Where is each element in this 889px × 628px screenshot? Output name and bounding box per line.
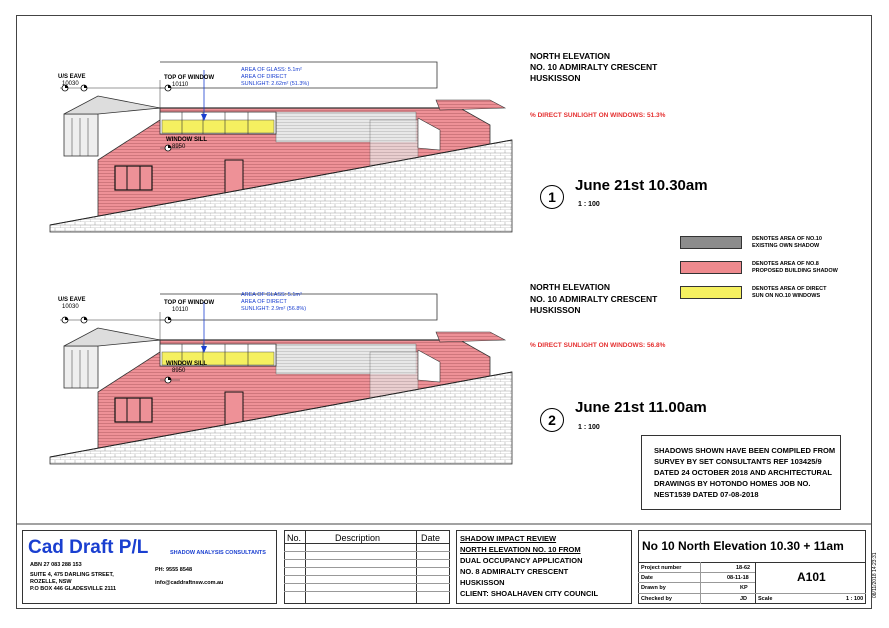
elevation-1 [50, 62, 512, 232]
company-tagline: SHADOW ANALYSIS CONSULTANTS [170, 550, 266, 556]
sunlight-2: SUNLIGHT: 2.9m² (56.8%) [241, 306, 307, 312]
legend-swatch-own-shadow [680, 236, 742, 249]
glass-area-1: AREA OF GLASS: 5.1m² [241, 67, 302, 73]
legend-swatch-building-shadow [680, 261, 742, 274]
date-time-2: June 21st 11.00am [575, 399, 707, 416]
scale-value: 1 : 100 [846, 596, 864, 602]
window-sill-value-1: 8950 [172, 144, 186, 150]
project-line: NO. 8 ADMIRALTY CRESCENT [460, 567, 569, 576]
view-number-1: 1 [540, 185, 564, 209]
company-name: Cad Draft P/L [28, 537, 149, 558]
note-line: NEST1539 DATED 07-08-2018 [654, 490, 759, 499]
eave-value-2: 10030 [62, 304, 79, 310]
note-line: DRAWINGS BY HOTONDO HOMES JOB NO. [654, 479, 811, 488]
rev-no-header: No. [287, 533, 302, 543]
legend-text-3b: SUN ON NO.10 WINDOWS [752, 293, 821, 299]
project-line: SHADOW IMPACT REVIEW [460, 534, 557, 543]
project-line: HUSKISSON [460, 578, 505, 587]
eave-value-1: 10030 [62, 81, 79, 87]
address-line: P.O BOX 446 GLADESVILLE 2111 [30, 586, 117, 592]
rev-desc-header: Description [335, 533, 381, 543]
company-abn: ABN 27 083 288 153 [30, 562, 82, 568]
scale-label: Scale [758, 596, 773, 602]
top-window-value-2: 10110 [172, 307, 189, 313]
top-window-label-2: TOP OF WINDOW [164, 300, 215, 306]
date-label: Date [641, 575, 653, 581]
project-line: CLIENT: SHOALHAVEN CITY COUNCIL [460, 589, 599, 598]
checked-by-value: JD [740, 596, 748, 602]
company-email: info@caddraftnsw.com.au [155, 580, 224, 586]
sunlight-1: SUNLIGHT: 2.62m² (51.3%) [241, 81, 310, 87]
note-line: DATED 24 OCTOBER 2018 AND ARCHITECTURAL [654, 468, 832, 477]
eave-label-2: U/S EAVE [58, 297, 86, 303]
direct-label-1: AREA OF DIRECT [241, 74, 287, 80]
heading-2-line2: NO. 10 ADMIRALTY CRESCENT [530, 294, 658, 304]
heading-1-line2: NO. 10 ADMIRALTY CRESCENT [530, 62, 658, 72]
glass-area-2: AREA OF GLASS: 5.1m² [241, 292, 302, 298]
drawn-by-label: Drawn by [641, 585, 666, 591]
legend-swatch-direct-sun [680, 286, 742, 299]
view-number-2: 2 [540, 408, 564, 432]
legend-text-2b: PROPOSED BUILDING SHADOW [752, 268, 838, 274]
window-sill-value-2: 8950 [172, 368, 186, 374]
heading-2-line3: HUSKISSON [530, 305, 581, 315]
checked-by-label: Checked by [641, 596, 672, 602]
heading-1-line1: NORTH ELEVATION [530, 51, 610, 61]
drawn-by-value: KP [740, 585, 748, 591]
sheet-title: No 10 North Elevation 10.30 + 11am [642, 539, 844, 553]
percent-sunlight-1: % DIRECT SUNLIGHT ON WINDOWS: 51.3% [530, 112, 666, 119]
project-number-label: Project number [641, 565, 682, 571]
heading-1-line3: HUSKISSON [530, 73, 581, 83]
top-window-value-1: 10110 [172, 82, 189, 88]
note-line: SHADOWS SHOWN HAVE BEEN COMPILED FROM [654, 446, 836, 455]
scale-1: 1 : 100 [578, 201, 600, 208]
direct-label-2: AREA OF DIRECT [241, 299, 287, 305]
legend-text-1b: EXISTING OWN SHADOW [752, 243, 820, 249]
eave-label-1: U/S EAVE [58, 74, 86, 80]
elevation-2 [50, 294, 512, 464]
scale-2: 1 : 100 [578, 424, 600, 431]
project-number: 18-62 [736, 565, 751, 571]
date-time-1: June 21st 10.30am [575, 177, 708, 194]
legend-text-1a: DENOTES AREA OF NO.10 [752, 236, 822, 242]
project-line: NORTH ELEVATION NO. 10 FROM [460, 545, 581, 554]
window-sill-label-2: WINDOW SILL [166, 361, 207, 367]
rev-date-header: Date [421, 533, 441, 543]
side-stamp: 08/11/2018 14:23:31 [872, 552, 878, 598]
heading-2-line1: NORTH ELEVATION [530, 282, 610, 292]
legend-text-2a: DENOTES AREA OF NO.8 [752, 261, 819, 267]
address-line: SUITE 4, 475 DARLING STREET, [30, 572, 114, 578]
legend-text-3a: DENOTES AREA OF DIRECT [752, 286, 827, 292]
window-sill-label-1: WINDOW SILL [166, 137, 207, 143]
address-line: ROZELLE, NSW [30, 579, 72, 585]
percent-sunlight-2: % DIRECT SUNLIGHT ON WINDOWS: 56.8% [530, 342, 666, 349]
date-value: 08-11-18 [727, 575, 749, 581]
project-line: DUAL OCCUPANCY APPLICATION [460, 556, 583, 565]
top-window-label-1: TOP OF WINDOW [164, 75, 215, 81]
drawing-number: A101 [797, 570, 826, 584]
notes-box [641, 435, 841, 510]
company-phone: PH: 9555 8548 [155, 567, 192, 573]
note-line: SURVEY BY SET CONSULTANTS REF 103425/9 [654, 457, 822, 466]
